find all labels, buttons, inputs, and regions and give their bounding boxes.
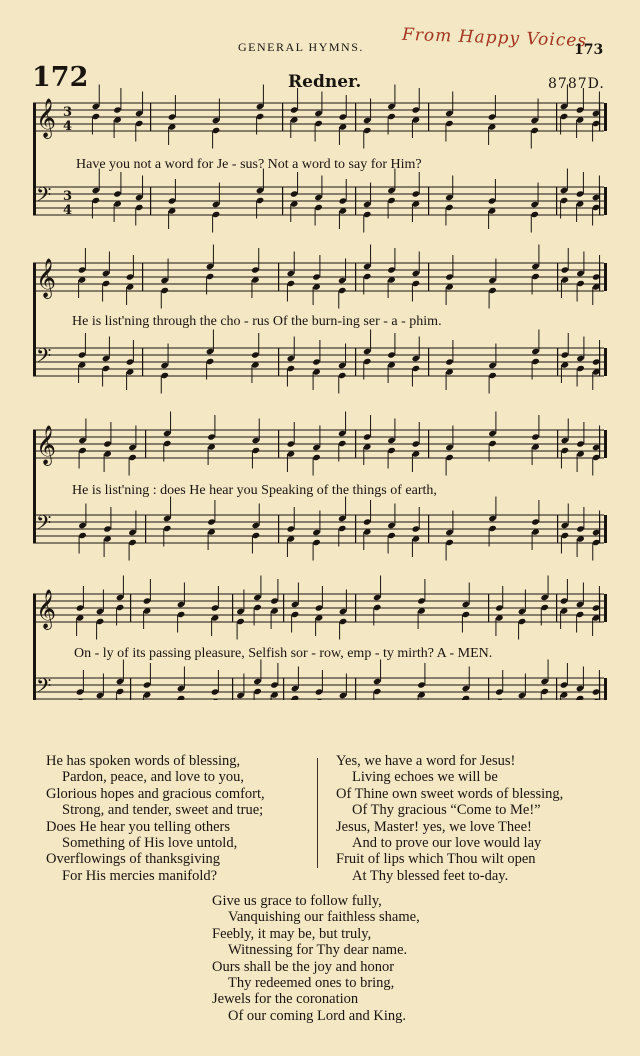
system-brace: [33, 430, 36, 543]
barline: [556, 678, 557, 700]
verse-line: Witnessing for Thy dear name.: [228, 942, 408, 959]
barline: [142, 263, 143, 291]
verse-line: Fruit of lips which Thou wilt open: [336, 851, 536, 868]
barline: [355, 187, 356, 215]
system-brace: [33, 263, 36, 376]
hymn-meter: 8787D.: [548, 76, 605, 92]
barline: [604, 348, 607, 376]
barline: [278, 263, 279, 291]
verse-line: Glorious hopes and gracious comfort,: [46, 785, 265, 802]
barline: [278, 430, 279, 458]
time-sig-bottom: 4: [63, 119, 73, 134]
verse-line: And to prove our love would lay: [352, 835, 542, 852]
treble-clef: 𝄞: [36, 258, 57, 298]
treble-clef: 𝄞: [36, 425, 57, 465]
verse-line: At Thy blessed feet to-day.: [352, 867, 509, 884]
barline: [283, 678, 284, 700]
time-sig-top: 3: [63, 105, 73, 120]
verse-line: Of our coming Lord and King.: [228, 1007, 406, 1024]
barline: [150, 103, 151, 131]
time-sig-top: 3: [63, 189, 73, 204]
verse-line: Of Thy gracious “Come to Me!”: [352, 802, 541, 819]
tune-name: Redner.: [288, 72, 362, 92]
barline: [355, 594, 356, 622]
barline: [557, 263, 558, 291]
barline: [232, 678, 233, 700]
verse-line: He has spoken words of blessing,: [46, 753, 241, 769]
verse-line: Ours shall be the joy and honor: [212, 958, 395, 975]
bass-clef: 𝄢: [36, 511, 52, 539]
barline: [428, 103, 429, 131]
barline: [428, 515, 429, 543]
lyric-line-2: He is list'ning through the cho - rus Of the burn-ing ser - a - phim.: [72, 314, 442, 329]
verse-line: Overflowings of thanksgiving: [46, 851, 220, 868]
barline: [604, 678, 607, 700]
barline: [355, 515, 356, 543]
barline: [604, 430, 607, 458]
barline: [145, 430, 146, 458]
barline: [604, 594, 607, 622]
verse-line: Give us grace to follow fully,: [212, 893, 382, 909]
barline: [130, 594, 131, 622]
bass-clef: 𝄢: [36, 674, 52, 700]
barline: [355, 103, 356, 131]
barline: [428, 187, 429, 215]
verse-line: Pardon, peace, and love to you,: [62, 769, 245, 786]
lyric-line-3: He is list'ning : does He hear you Speaking of the things of earth,: [72, 483, 437, 498]
verse-3: [336, 753, 563, 884]
verse-2: [46, 753, 265, 884]
lyric-line-1: Have you not a word for Je - sus? Not a word to say for Him?: [76, 157, 422, 172]
verse-line: Living echoes we will be: [352, 769, 498, 786]
bass-clef: 𝄢: [36, 344, 52, 372]
barline: [428, 263, 429, 291]
barline: [556, 103, 557, 131]
barline: [488, 678, 489, 700]
barline: [557, 515, 558, 543]
verse-line: For His mercies manifold?: [62, 867, 218, 884]
barline: [278, 348, 279, 376]
verse-line: Does He hear you telling others: [46, 818, 231, 835]
barline: [604, 263, 607, 291]
barline: [604, 187, 607, 215]
barline: [557, 348, 558, 376]
barline: [130, 678, 131, 700]
barline: [232, 594, 233, 622]
barline: [142, 348, 143, 376]
running-header: GENERAL HYMNS.: [238, 40, 364, 54]
barline: [428, 430, 429, 458]
barline: [278, 515, 279, 543]
barline: [355, 348, 356, 376]
barline: [282, 187, 283, 215]
barline: [604, 103, 607, 131]
verse-line: Vanquishing our faithless shame,: [228, 909, 420, 926]
verse-line: Jewels for the coronation: [212, 991, 359, 1008]
barline: [556, 594, 557, 622]
lyric-line-4: On - ly of its passing pleasure, Selfish sor - row, emp - ty mirth? A - MEN.: [74, 646, 493, 661]
barline: [145, 515, 146, 543]
barline: [355, 430, 356, 458]
column-divider: [317, 758, 318, 868]
time-sig-bottom: 4: [63, 203, 73, 218]
barline: [556, 187, 557, 215]
verse-line: Of Thine own sweet words of blessing,: [336, 785, 564, 802]
verse-4: [212, 893, 420, 1024]
treble-clef: 𝄞: [36, 589, 57, 629]
verse-line: Yes, we have a word for Jesus!: [336, 753, 516, 769]
barline: [282, 103, 283, 131]
hymn-number: 172: [32, 62, 89, 93]
barline: [557, 430, 558, 458]
verse-line: Strong, and tender, sweet and true;: [62, 802, 264, 819]
system-brace: [33, 594, 36, 700]
barline: [604, 515, 607, 543]
bass-clef: 𝄢: [36, 183, 52, 211]
barline: [283, 594, 284, 622]
page-number: 173: [574, 42, 604, 58]
barline: [355, 263, 356, 291]
barline: [488, 594, 489, 622]
verse-line: Feebly, it may be, but truly,: [212, 925, 372, 942]
system-brace: [33, 103, 36, 215]
barline: [150, 187, 151, 215]
verse-line: Thy redeemed ones to bring,: [228, 975, 395, 992]
verse-line: Something of His love untold,: [62, 835, 238, 852]
barline: [355, 678, 356, 700]
barline: [428, 348, 429, 376]
verse-line: Jesus, Master! yes, we love Thee!: [336, 818, 532, 835]
handwritten-annotation: From Happy Voices: [401, 24, 588, 52]
treble-clef: 𝄞: [36, 98, 57, 138]
